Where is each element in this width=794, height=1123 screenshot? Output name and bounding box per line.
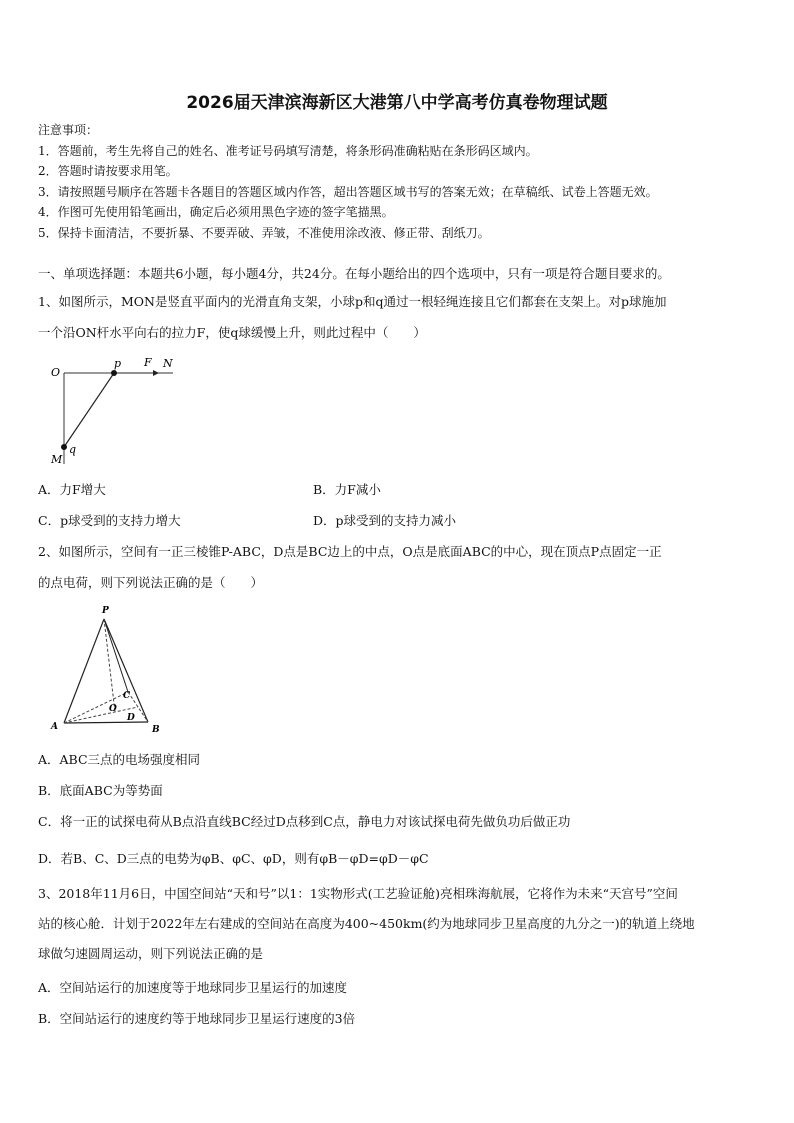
section-heading: 一、单项选择题：本题共6小题，每小题4分，共24分。在每小题给出的四个选项中，只有一项是符合题目要求的。 <box>38 266 670 281</box>
q1-option-a: A．力F增大 <box>38 482 106 497</box>
note-item: 2．答题时请按要求用笔。 <box>38 164 178 178</box>
edge-ab <box>64 722 148 723</box>
ball-p <box>111 370 117 376</box>
q2-stem-line1: 2、如图所示，空间有一正三棱锥P-ABC，D点是BC边上的中点，O点是底面ABC的中心，现在顶点P点固定一正 <box>38 544 662 559</box>
label-f: F <box>144 356 152 369</box>
notes-section <box>38 120 658 243</box>
label-p: P <box>102 606 109 616</box>
q2-stem-line2: 的点电荷，则下列说法正确的是（ ） <box>38 575 264 590</box>
note-item: 4．作图可先使用铅笔画出，确定后必须用黑色字迹的签字笔描黑。 <box>38 205 394 219</box>
note-item: 1．答题前，考生先将自己的姓名、准考证号码填写清楚，将条形码准确粘贴在条形码区域内。 <box>38 143 538 158</box>
label-a: A <box>51 722 58 732</box>
edge-pa <box>64 619 104 723</box>
label-d: D <box>127 713 135 723</box>
notes-heading: 注意事项： <box>38 123 99 137</box>
label-q: q <box>69 443 77 456</box>
q1-option-d: D．p球受到的支持力减小 <box>313 513 457 528</box>
q2-option-b: B．底面ABC为等势面 <box>38 783 163 798</box>
q1-stem-line2: 一个沿ON杆水平向右的拉力F，使q球缓慢上升，则此过程中（ ） <box>38 325 426 340</box>
arrow-head <box>153 370 159 376</box>
q1-option-c: C．p球受到的支持力增大 <box>38 513 181 528</box>
q3-stem-line1: 3、2018年11月6日，中国空间站“天和号”以1：1实物形式(工艺验证舱)亮相珠海航展，它将作为未来“天宫号”空间 <box>38 886 678 901</box>
label-c: C <box>123 691 131 701</box>
q2-option-a: A．ABC三点的电场强度相同 <box>38 752 201 767</box>
note-item: 3．请按照题号顺序在答题卡各题目的答题区域内作答，超出答题区域书写的答案无效；在草稿纸、试卷上答题无效。 <box>38 184 658 199</box>
ball-q <box>61 444 67 450</box>
label-n: N <box>163 357 173 370</box>
label-o: O <box>109 704 117 714</box>
q1-stem-line1: 1、如图所示，MON是竖直平面内的光滑直角支架，小球p和q通过一根轻绳连接且它们都套在支架上。对p球施加 <box>38 294 667 309</box>
q2-figure <box>45 602 170 737</box>
label-m: M <box>51 453 63 466</box>
q3-stem-line2: 站的核心舱．计划于2022年左右建成的空间站在高度为400~450km(约为地球同步卫星高度的九分之一)的轨道上绕地 <box>38 916 695 931</box>
note-item: 5．保持卡面清洁，不要折暴、不要弄破、弄皱，不准使用涂改液、修正带、刮纸刀。 <box>38 225 490 240</box>
label-o: O <box>51 366 61 379</box>
q3-option-b: B．空间站运行的速度约等于地球同步卫星运行速度的3倍 <box>38 1011 356 1026</box>
q1-option-b: B．力F减小 <box>313 482 381 497</box>
q3-option-a: A．空间站运行的加速度等于地球同步卫星运行的加速度 <box>38 980 348 995</box>
label-p: p <box>114 357 122 370</box>
page-title: 2026届天津滨海新区大港第八中学高考仿真卷物理试题 <box>186 93 608 113</box>
edge-pc <box>104 619 128 692</box>
q3-stem-line3: 球做匀速圆周运动，则下列说法正确的是 <box>38 946 264 961</box>
q2-option-c: C．将一正的试探电荷从B点沿直线BC经过D点移到C点，静电力对该试探电荷先做负功后做正功 <box>38 814 571 829</box>
label-b: B <box>152 725 160 735</box>
q2-option-d: D．若B、C、D三点的电势为φB、φC、φD，则有φB－φD=φD－φC <box>38 851 429 866</box>
q1-figure <box>45 352 185 467</box>
rope-pq <box>64 373 114 447</box>
